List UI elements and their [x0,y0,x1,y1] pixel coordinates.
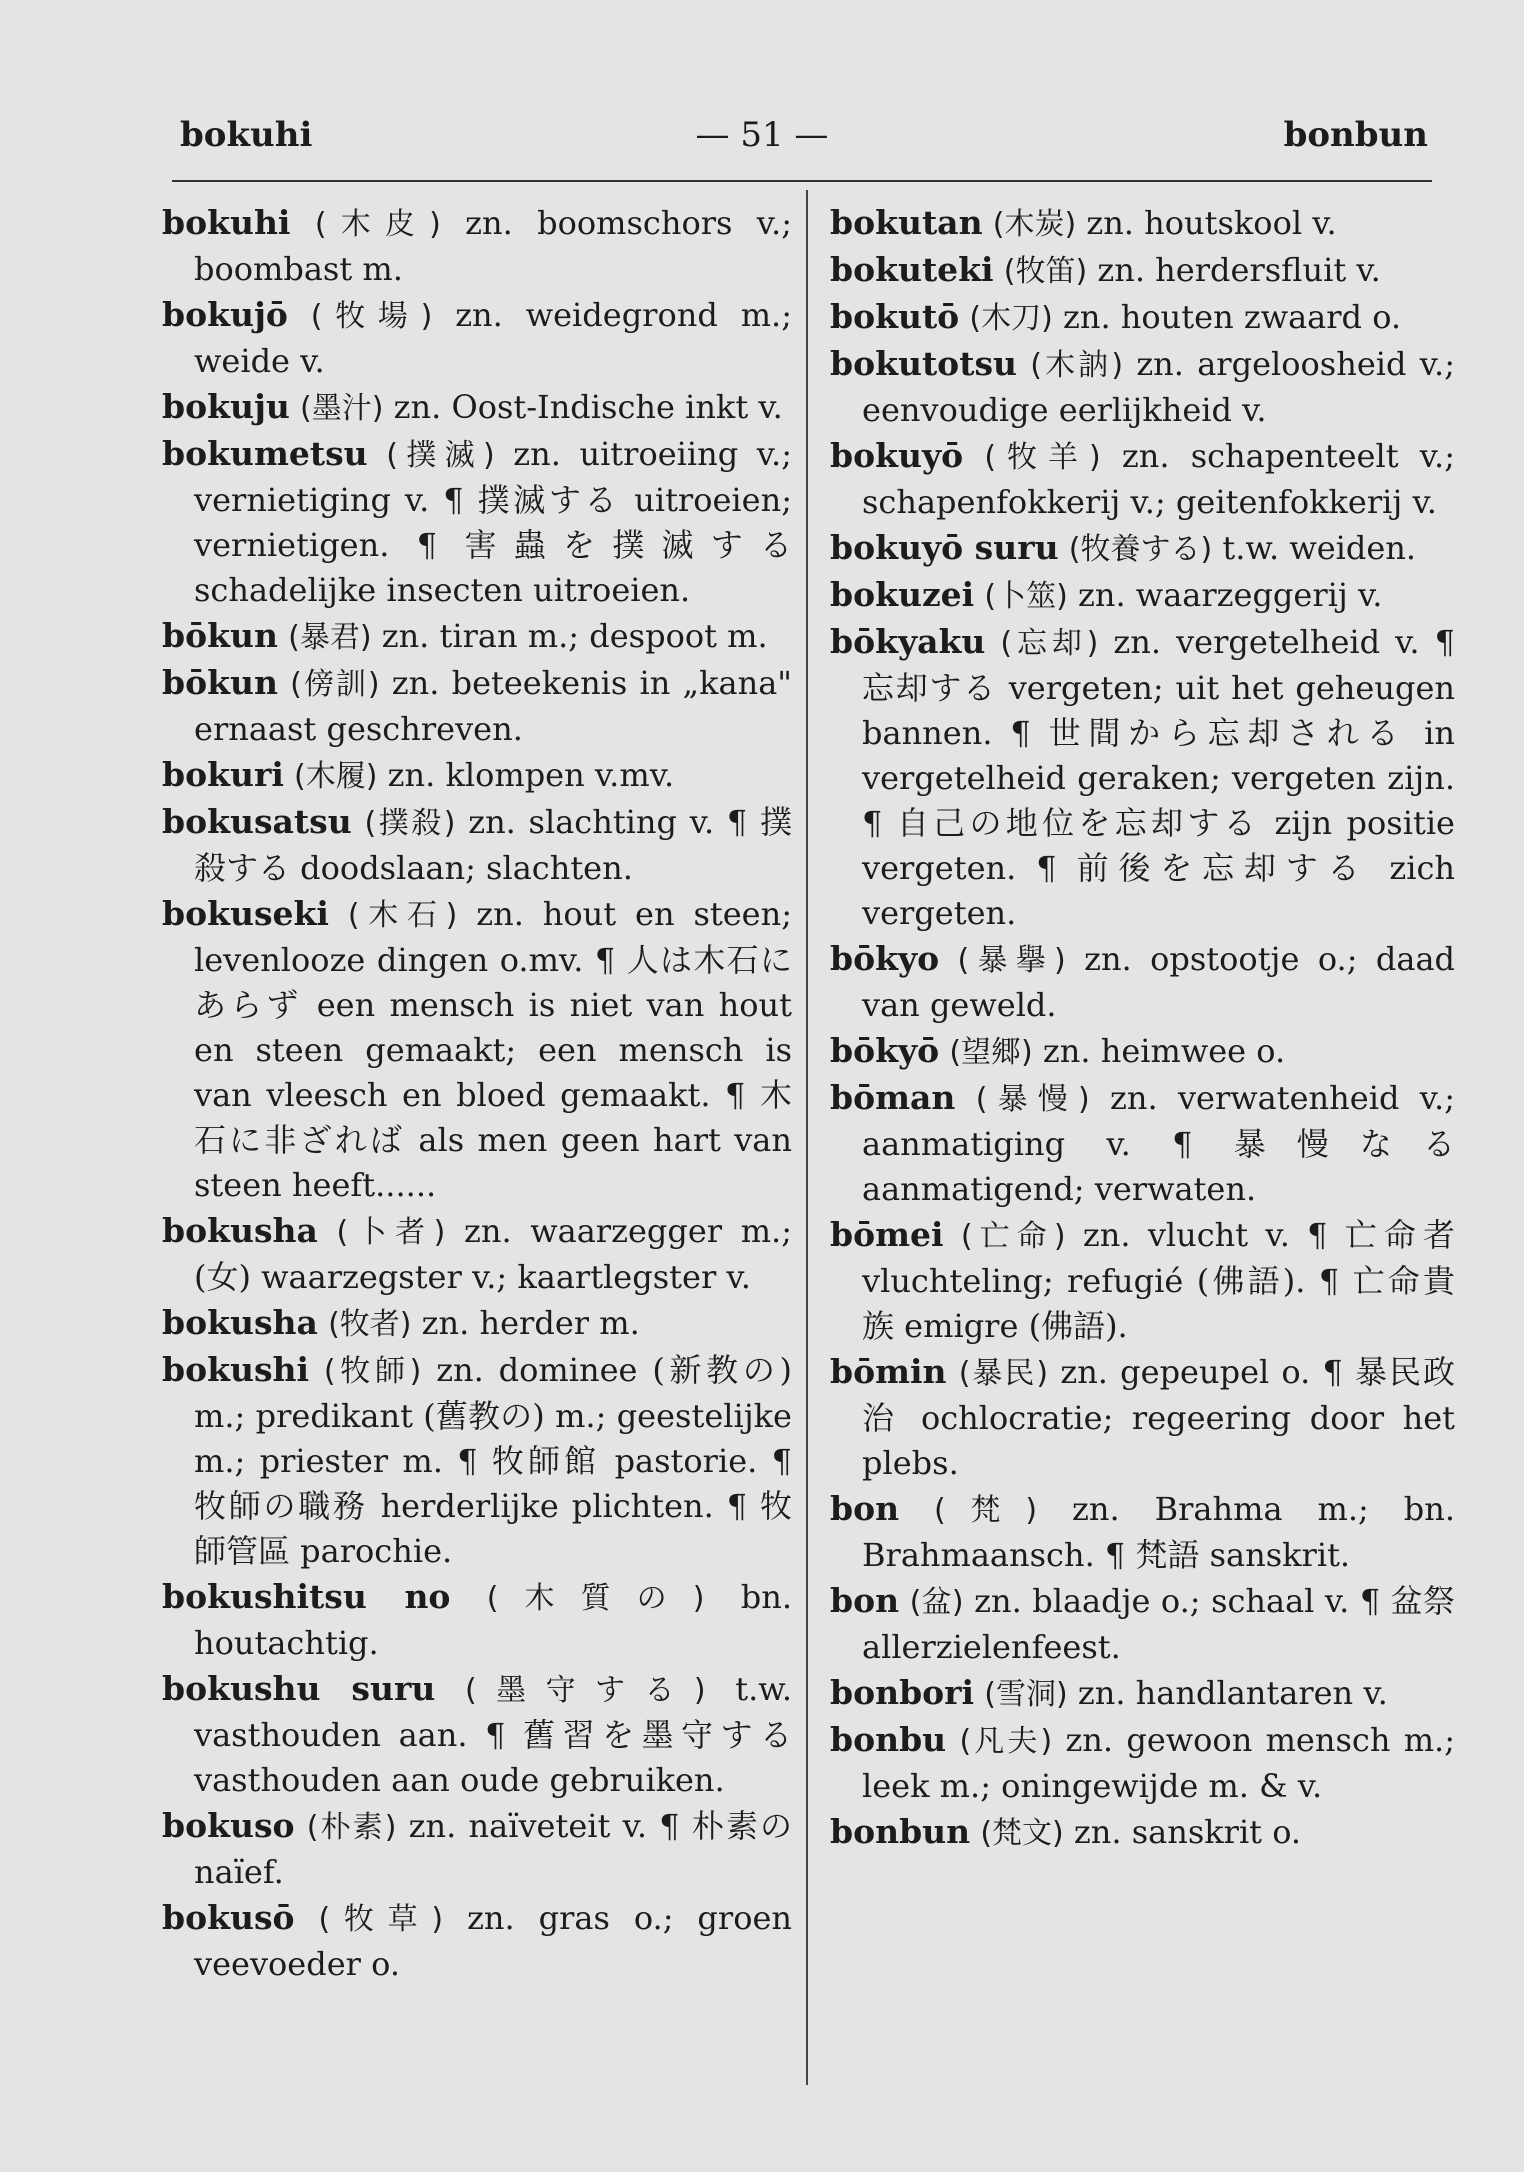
entry-kanji: (牧者) [328,1307,412,1342]
dictionary-entry [830,200,1455,247]
header-rule [172,180,1432,182]
dictionary-entry [162,292,792,384]
dictionary-entry [830,247,1455,294]
entry-definition: t.w. vasthouden aan. ¶ 舊習を墨守する vasthouden aan oude gebruiken. [194,1670,792,1799]
dictionary-entry [830,294,1455,341]
dictionary-entry [162,799,792,891]
entry-definition: zn. waarzegger m.; (女) waarzegster v.; kaartlegster v. [194,1212,793,1296]
entry-definition: zn. waarzeggerij v. [1077,576,1383,614]
entry-definition: zn. weidegrond m.; weide v. [194,296,792,380]
entry-definition: zn. opstootje o.; daad van geweld. [862,940,1455,1024]
entry-headword: bonbu [830,1720,947,1759]
entry-definition: zn. Oost-Indische inkt v. [393,388,783,426]
entry-headword: bōkyō [830,1031,940,1070]
dictionary-entry [830,1578,1455,1670]
entry-headword: bokusha [162,1303,318,1342]
entry-headword: bōman [830,1078,956,1117]
entry-kanji: (凡夫) [959,1724,1053,1759]
dictionary-entry [830,1212,1455,1349]
entry-headword: bōkun [162,616,278,655]
entry-definition: zn. argeloosheid v.; eenvoudige eerlijkheid v. [862,345,1455,429]
dictionary-entry [830,1486,1455,1578]
entry-definition: zn. blaadje o.; schaal v. ¶ 盆祭 allerzielenfeest. [862,1582,1455,1666]
entry-headword: bokutotsu [830,344,1018,383]
entry-definition: zn. vlucht v. ¶ 亡命者 vluchteling; refugié (佛語). ¶ 亡命貴族 emigre (佛語). [862,1216,1456,1345]
entry-headword: bokuso [162,1806,295,1845]
entry-definition: zn. hout en steen; levenlooze dingen o.mv. ¶ 人は木石にあらず een mensch is niet van hout en steen gemaakt; een mensch is van vleesch en bloed gemaakt. ¶ 木石に非ざれば als men geen hart van steen heeft...... [194,895,793,1204]
dictionary-entry [162,1803,792,1895]
dictionary-entry [162,1666,792,1803]
entry-headword: bokuju [162,387,290,426]
entry-kanji: (墨守する) [465,1673,706,1708]
page-number: — 51 — [695,115,829,155]
entry-definition: zn. verwatenheid v.; aanmatiging v. ¶ 暴慢なる aanmatigend; verwaten. [862,1079,1456,1208]
entry-headword: bokuhi [162,203,291,242]
entry-headword: bōkyo [830,939,940,978]
dictionary-entry [830,619,1455,936]
dictionary-entry [830,1717,1455,1809]
entry-definition: zn. beteekenis in „kana" ernaast geschreven. [194,664,793,748]
entry-headword: bokuteki [830,250,994,289]
entry-kanji: (牧師) [323,1354,422,1389]
right-column [830,200,1455,1856]
dictionary-entry [162,1208,792,1300]
dictionary-entry [162,1300,792,1347]
entry-headword: bōmei [830,1215,944,1254]
entry-kanji: (牧羊) [984,440,1101,475]
dictionary-entry [830,341,1455,433]
running-head-right: bonbun [1283,115,1428,155]
dictionary-entry [162,660,792,752]
entry-headword: bokushi [162,1350,310,1389]
dictionary-entry [162,384,792,431]
entry-definition: zn. dominee (新教の) m.; predikant (舊教の) m.; geestelijke m.; priester m. ¶ 牧師館 pastorie. ¶ 牧師の職務 herderlijke plichten. ¶ 牧師管區 parochie. [194,1351,792,1570]
entry-kanji: (牧場) [310,299,433,334]
dictionary-entry [830,1349,1455,1486]
entry-headword: bokutan [830,203,983,242]
entry-headword: bokuri [162,755,284,794]
entry-definition: zn. vergetelheid v. ¶ 忘却する vergeten; uit het geheugen bannen. ¶ 世間から忘却される in vergetelheid geraken; vergeten zijn. ¶ 自己の地位を忘却する zijn positie vergeten. ¶ 前後を忘却する zich vergeten. [862,623,1455,932]
entry-kanji: (忘却) [1000,626,1099,661]
entry-definition: zn. sanskrit o. [1073,1813,1302,1851]
entry-definition: zn. boomschors v.; boombast m. [194,204,793,288]
entry-definition: zn. gepeupel o. ¶ 暴民政治 ochlocratie; regeering door het plebs. [862,1353,1456,1482]
entry-headword: bōkun [162,663,278,702]
entry-headword: bōmin [830,1352,947,1391]
entry-kanji: (暴民) [958,1356,1049,1391]
running-head-left: bokuhi [180,115,313,155]
entry-definition: zn. handlantaren v. [1077,1674,1388,1712]
dictionary-entry [830,936,1455,1028]
entry-kanji: (墨汁) [300,391,384,426]
entry-kanji: (木履) [294,759,378,794]
entry-kanji: (撲滅) [386,438,495,473]
entry-headword: bon [830,1581,900,1620]
entry-headword: bokusatsu [162,802,352,841]
dictionary-entry [162,1895,792,1987]
dictionary-entry [162,891,792,1208]
entry-kanji: (亡命) [960,1219,1066,1254]
entry-headword: bokuseki [162,894,329,933]
entry-definition: zn. gewoon mensch m.; leek m.; oningewijde m. & v. [862,1721,1455,1805]
entry-headword: bokusha [162,1211,318,1250]
entry-definition: zn. slachting v. ¶ 撲殺する doodslaan; slachten. [194,803,792,887]
entry-kanji: (牧草) [318,1902,444,1937]
dictionary-entry [830,525,1455,572]
entry-kanji: (牧養する) [1068,532,1213,567]
entry-kanji: (暴慢) [975,1082,1090,1117]
entry-kanji: (朴素) [306,1810,397,1845]
entry-kanji: (傍訓) [290,667,380,702]
entry-kanji: (梵) [934,1493,1038,1528]
entry-headword: bonbun [830,1812,971,1851]
entry-kanji: (木質の) [486,1581,705,1616]
entry-kanji: (梵文) [980,1816,1064,1851]
entry-definition: zn. uitroeiing v.; vernietiging v. ¶ 撲滅する uitroeien; vernietigen. ¶ 害蟲を撲滅する schadelijke insecten uitroeien. [194,435,793,609]
entry-definition: zn. naïveteit v. ¶ 朴素の naïef. [194,1807,793,1891]
entry-kanji: (卜者) [336,1215,446,1250]
entry-headword: bokutō [830,297,960,336]
entry-headword: bokuyō suru [830,528,1059,567]
entry-headword: bon [830,1489,900,1528]
dictionary-entry [830,433,1455,525]
entry-kanji: (木炭) [992,207,1077,242]
entry-kanji: (雪洞) [984,1677,1068,1712]
dictionary-entry [162,752,792,799]
entry-definition: zn. houtskool v. [1086,204,1337,242]
entry-definition: zn. gras o.; groen veevoeder o. [194,1899,792,1983]
dictionary-entry [162,613,792,660]
entry-headword: bokushu suru [162,1669,436,1708]
entry-kanji: (暴擧) [957,943,1066,978]
entry-definition: bn. houtachtig. [194,1578,793,1662]
entry-definition: zn. tiran m.; despoot m. [381,617,768,655]
entry-kanji: (牧笛) [1003,254,1088,289]
dictionary-entry [162,431,792,613]
dictionary-entry [830,1670,1455,1717]
entry-definition: zn. klompen v.mv. [387,756,675,794]
dictionary-entry [830,1028,1455,1075]
entry-headword: bokuyō [830,436,964,475]
entry-headword: bonbori [830,1673,975,1712]
entry-definition: zn. schapenteelt v.; schapenfokkerij v.; geitenfokkerij v. [862,437,1455,521]
entry-definition: zn. herder m. [421,1304,640,1342]
entry-headword: bōkyaku [830,622,986,661]
entry-definition: zn. Brahma m.; bn. Brahmaansch. ¶ 梵語 sanskrit. [862,1490,1456,1574]
entry-headword: bokushitsu no [162,1577,451,1616]
entry-kanji: (撲殺) [364,806,456,841]
entry-definition: zn. houten zwaard o. [1062,298,1402,336]
entry-kanji: (木石) [347,898,458,933]
left-column [162,200,792,1987]
dictionary-entry [162,1347,792,1574]
dictionary-entry [830,1075,1455,1212]
entry-headword: bokusō [162,1898,295,1937]
entry-headword: bokuzei [830,575,975,614]
entry-definition: zn. herdersfluit v. [1097,251,1381,289]
entry-definition: zn. heimwee o. [1042,1032,1286,1070]
entry-kanji: (木訥) [1030,348,1124,383]
entry-kanji: (盆) [909,1585,964,1620]
dictionary-entry [830,572,1455,619]
entry-kanji: (望郷) [949,1035,1033,1070]
entry-kanji: (卜筮) [984,579,1068,614]
entry-headword: bokumetsu [162,434,368,473]
entry-kanji: (木皮) [314,207,441,242]
dictionary-entry [830,1809,1455,1856]
entry-headword: bokujō [162,295,288,334]
entry-kanji: (暴君) [288,620,372,655]
dictionary-entry [162,1574,792,1666]
entry-definition: t.w. weiden. [1222,529,1417,567]
column-divider [806,190,808,2085]
dictionary-entry [162,200,792,292]
entry-kanji: (木刀) [969,301,1053,336]
